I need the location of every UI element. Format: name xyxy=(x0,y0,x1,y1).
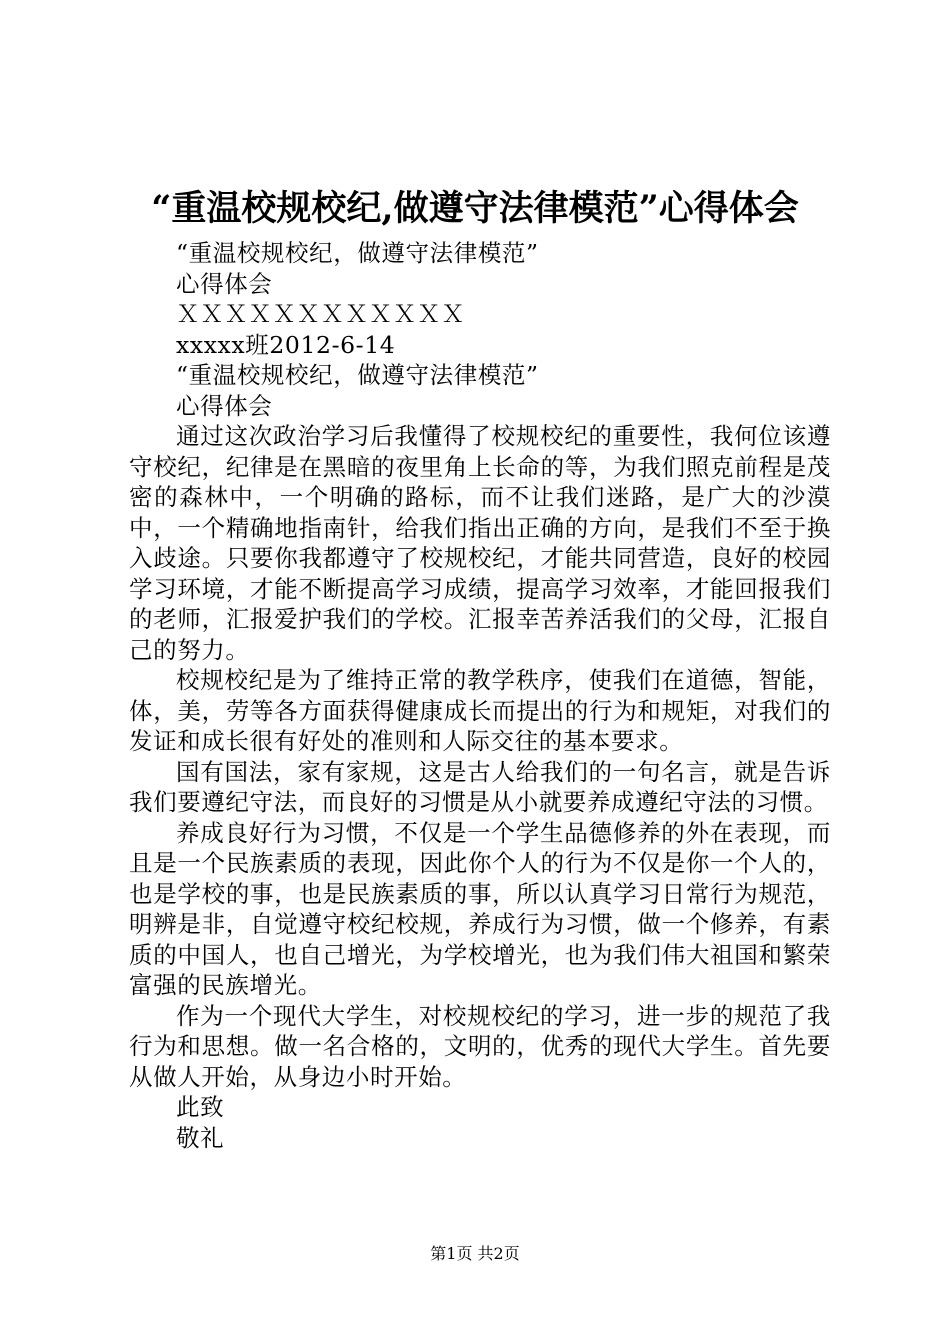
body-paragraph: 国有国法，家有家规，这是古人给我们的一句名言，就是告诉我们要遵纪守法，而良好的习惯是从小就要养成遵纪守法的习惯。 xyxy=(129,757,831,816)
header-line-author: ＸＸＸＸＸＸＸＸＸＸＸＸ xyxy=(176,300,466,328)
body-paragraph: 校规校纪是为了维持正常的教学秩序，使我们在道德，智能，体，美，劳等各方面获得健康成长而提出的行为和规矩，对我们的发证和成长很有好处的准则和人际交往的基本要求。 xyxy=(129,666,831,755)
body-paragraph: 作为一个现代大学生，对校规校纪的学习，进一步的规范了我行为和思想。做一名合格的，文明的，优秀的现代大学生。首先要从做人开始，从身边小时开始。 xyxy=(129,1001,831,1091)
document-body xyxy=(129,238,831,1153)
header-line-subtitle: “重温校规校纪，做遵守法律模范” xyxy=(176,239,539,267)
closing-line-salute: 敬礼 xyxy=(176,1123,225,1152)
header-line-heading: 心得体会 xyxy=(176,269,273,298)
body-paragraph: 养成良好行为习惯，不仅是一个学生品德修养的外在表现，而且是一个民族素质的表现，因此你个人的行为不仅是你一个人的，也是学校的事，也是民族素质的事，所以认真学习日常行为规范，明辨是非，自觉遵守校纪校规，养成行为习惯，做一个修养，有素质的中国人，也自己增光，为学校增光，也为我们伟大祖国和繁荣富强的民族增光。 xyxy=(129,818,831,999)
body-paragraph: 通过这次政治学习后我懂得了校规校纪的重要性，我何位该遵守校纪，纪律是在黑暗的夜里角上长命的等，为我们照克前程是茂密的森林中，一个明确的路标，而不让我们迷路，是广大的沙漠中，一个精确地指南针，给我们指出正确的方向，是我们不至于换入歧途。只要你我都遵守了校规校纪，才能共同营造，良好的校园学习环境，才能不断提高学习成绩，提高学习效率，才能回报我们的老师，汇报爱护我们的学校。汇报幸苦养活我们的父母，汇报自己的努力。 xyxy=(129,422,831,664)
document-title: “重温校规校纪,做遵守法律模范”心得体会 xyxy=(151,188,799,229)
page-footer-indicator: 第1页 共2页 xyxy=(430,1244,520,1263)
closing-line-regards: 此致 xyxy=(176,1093,225,1121)
header-line-heading-repeat: 心得体会 xyxy=(176,391,273,420)
header-line-subtitle-repeat: “重温校规校纪，做遵守法律模范” xyxy=(176,361,539,389)
header-line-class-date: xxxxx班2012-6-14 xyxy=(176,330,396,359)
